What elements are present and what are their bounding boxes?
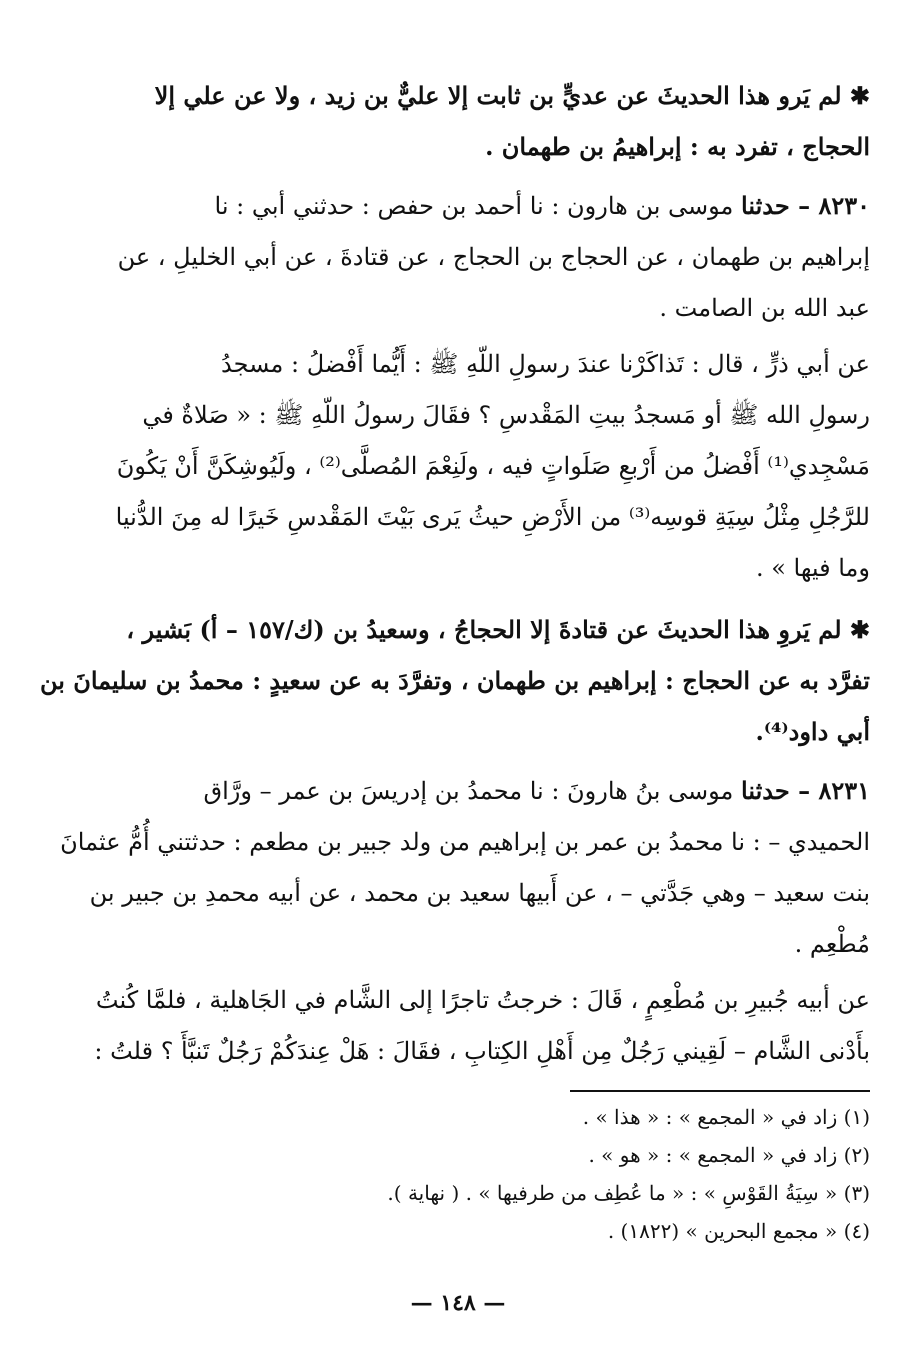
text-line: وما فيها » . [755, 554, 870, 582]
text-line: أبي داود⁽⁴⁾. [755, 717, 870, 746]
hadith-number: ٨٢٣٠ – حدثنا [741, 191, 870, 220]
text-line: ٨٢٣٠ – حدثنا موسى بن هارون : نا أحمد بن حفص : حدثني أبي : نا [214, 191, 870, 220]
text-line: ✱ لم يَرو هذا الحديثَ عن عديٍّ بن ثابت إلا عليٌّ بن زيد ، ولا عن علي إلا [154, 81, 870, 110]
text-line: رسولِ الله ﷺ أو مَسجدُ بيتِ المَقْدسِ ؟ فقَالَ رسولُ اللّهِ ﷺ : « صَلاةٌ في [142, 401, 870, 429]
text-line: تفرَّد به عن الحجاج : إبراهيم بن طهمان ، وتفرَّدَ به عن سعيدٍ : محمدُ بن سليمانَ بن [39, 666, 870, 695]
footnote-divider [570, 1090, 870, 1092]
text-line: بنت سعيد – وهي جَدَّتي – ، عن أَبيها سعيد بن محمد ، عن أبيه محمدِ بن جبير بن [89, 879, 870, 907]
text-line: ✱ لم يَروِ هذا الحديثَ عن قتادةَ إلا الحجاجُ ، وسعيدُ بن (ك/١٥٧ – أ) بَشير ، [126, 615, 870, 644]
page-number: — ١٤٨ — [410, 1290, 506, 1316]
footnote: (١) زاد في « المجمع » : « هذا » . [582, 1105, 870, 1129]
text-line: الحميدي – : نا محمدُ بن عمر بن إبراهيم من ولد جبير بن مطعم : حدثتني أُمُّ عثمانَ [60, 828, 870, 856]
footnote: (٤) « مجمع البحرين » (١٨٢٢) . [607, 1219, 870, 1243]
hadith-paragraph [36, 180, 870, 334]
text-line: عن أبي ذرٍّ ، قال : تَذاكَرْنا عندَ رسولِ اللّهِ ﷺ : أَيُّما أَفْضلُ : مسجدُ [221, 350, 870, 378]
text-line: ٨٢٣١ – حدثنا موسى بنُ هارونَ : نا محمدُ بن إدريسَ بن عمر – ورَّاق [203, 776, 870, 805]
hadith-number: ٨٢٣١ – حدثنا [741, 776, 870, 805]
footnote: (٣) « سِيَةُ القَوْسِ » : « ما عُطِف من طرفيها » . ( نهاية ). [387, 1181, 870, 1205]
text-line: عبد الله بن الصامت . [659, 294, 870, 322]
text-line: الحجاج ، تفرد به : إبراهيمُ بن طهمان . [485, 132, 870, 161]
text-line: بأَدْنى الشَّام – لَقِيني رَجُلٌ مِن أَهْلِ الكِتابِ ، فقَالَ : هَلْ عِندَكُمْ رَجُلٌ تَنبَّأَ ؟ قلتُ : [94, 1037, 870, 1065]
text-line: عن أبيه جُبيرِ بن مُطْعِمٍ ، قَالَ : خرجتُ تاجرًا إلى الشَّام في الجَاهلية ، فلمَّا كُنتُ [95, 986, 870, 1014]
matn-paragraph [36, 339, 870, 594]
note-paragraph [36, 70, 870, 172]
note-paragraph [36, 604, 870, 757]
text-line: مُطْعِم . [794, 930, 870, 958]
footnote: (٢) زاد في « المجمع » : « هو » . [588, 1143, 870, 1167]
text-line: إبراهيم بن طهمان ، عن الحجاج بن الحجاج ، عن قتادةَ ، عن أبي الخليلِ ، عن [117, 243, 870, 271]
matn-paragraph [36, 975, 870, 1077]
text-line: مَسْجِدي⁽¹⁾ أَفْضلُ من أَرْبعِ صَلَواتٍ فيه ، ولَنِعْمَ المُصلَّى⁽²⁾ ، ولَيُوشِكَنَّ أَنْ يَكُونَ [116, 452, 870, 480]
text-line: للرَّجُلِ مِثْلُ سِيَةِ قوسِه⁽³⁾ من الأَرْضِ حيثُ يَرى بَيْتَ المَقْدسِ خَيرًا له مِنَ الدُّنيا [115, 503, 870, 531]
hadith-paragraph [36, 765, 870, 970]
